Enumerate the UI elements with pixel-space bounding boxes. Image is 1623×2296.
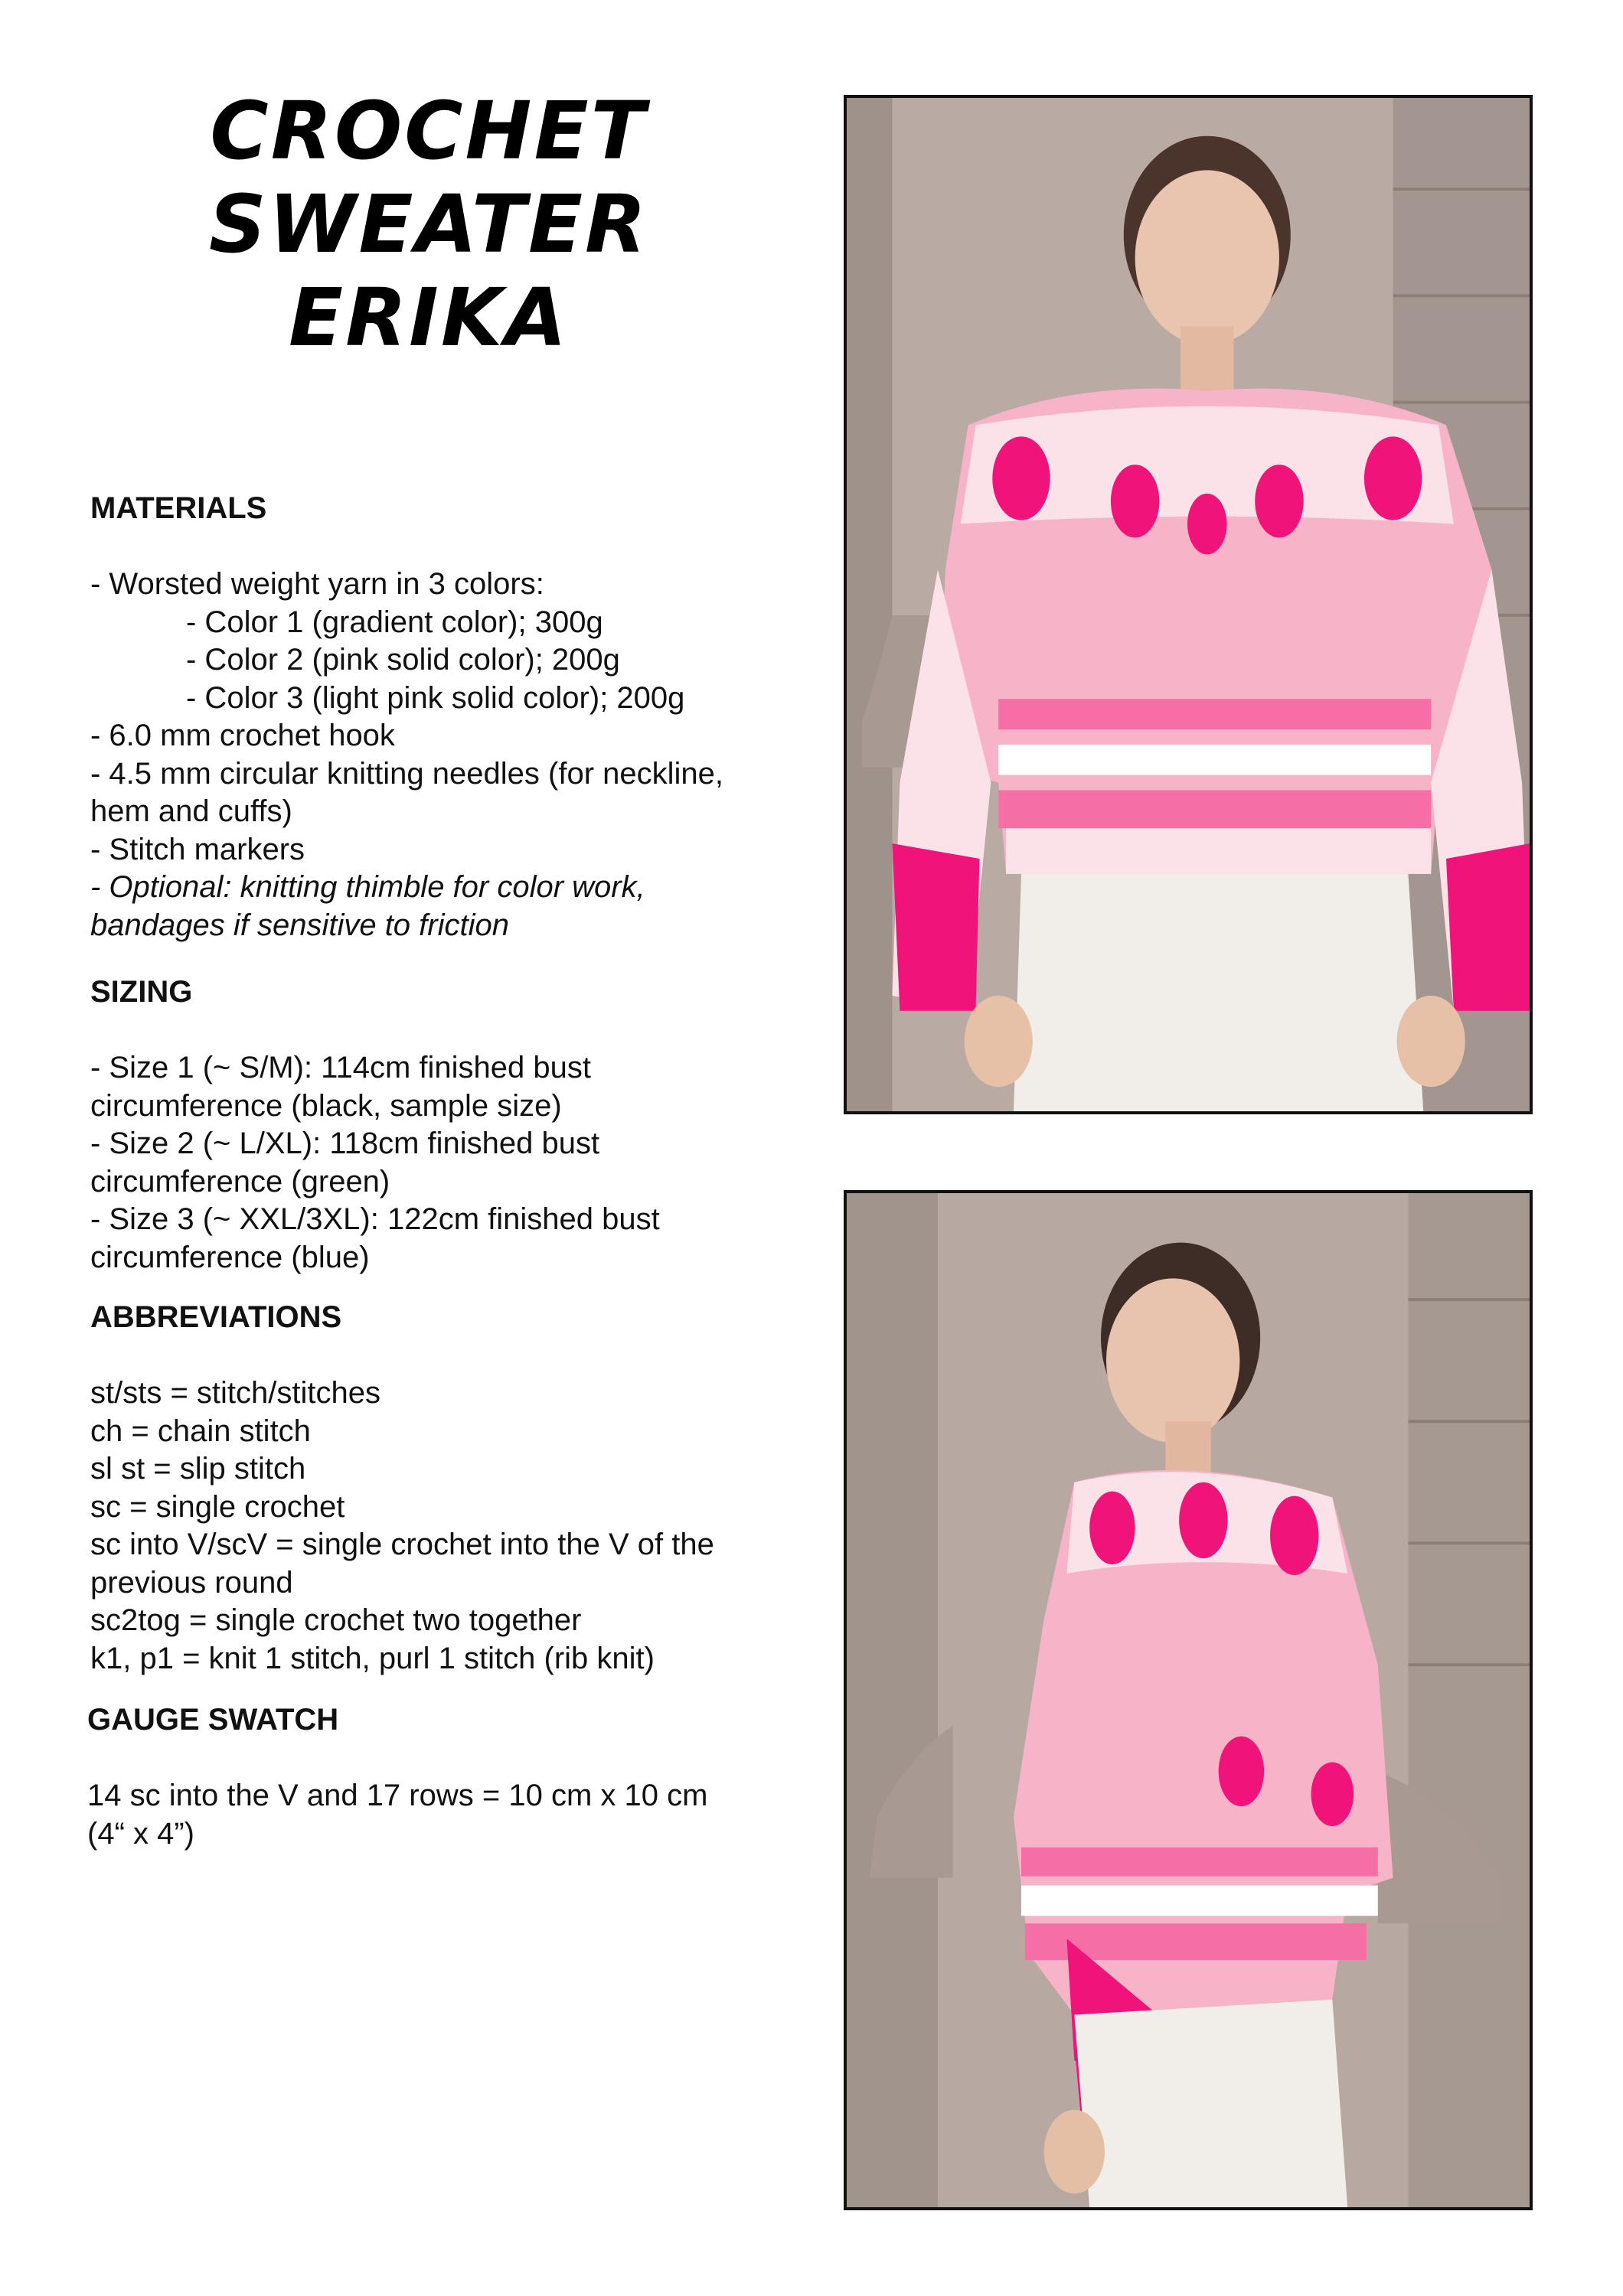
sizing-item: circumference (blue) <box>90 1240 370 1274</box>
gauge-item: 14 sc into the V and 17 rows = 10 cm x 10 cm <box>87 1779 708 1812</box>
abbreviations-section <box>90 1299 779 1678</box>
sizing-section <box>90 974 779 1277</box>
sweater-side-illustration <box>847 1193 1530 2207</box>
materials-item: - Worsted weight yarn in 3 colors: <box>90 567 544 601</box>
materials-item: - Color 3 (light pink solid color); 200g <box>186 680 685 715</box>
sweater-front-illustration <box>847 98 1530 1111</box>
materials-item: - 6.0 mm crochet hook <box>90 719 395 752</box>
materials-heading: MATERIALS <box>90 491 267 525</box>
title-line-2: ERIKA <box>289 271 569 364</box>
abbreviation-item: sc2tog = single crochet two together <box>90 1603 582 1637</box>
document-title <box>46 84 812 364</box>
gauge-section <box>87 1701 776 1853</box>
materials-item: - Optional: knitting thimble for color work, <box>90 870 645 904</box>
sizing-item: - Size 2 (~ L/XL): 118cm finished bust <box>90 1127 600 1160</box>
abbreviation-item: sc into V/scV = single crochet into the V of the <box>90 1528 714 1561</box>
abbreviation-item: sl st = slip stitch <box>90 1452 306 1486</box>
abbreviations-heading: ABBREVIATIONS <box>90 1300 342 1334</box>
abbreviation-item: k1, p1 = knit 1 stitch, purl 1 stitch (rib knit) <box>90 1641 655 1675</box>
sizing-item: circumference (black, sample size) <box>90 1088 562 1123</box>
materials-item: - Color 1 (gradient color); 300g <box>186 605 603 639</box>
sizing-heading: SIZING <box>90 975 193 1009</box>
abbreviation-item: sc = single crochet <box>90 1489 345 1524</box>
gauge-heading: GAUGE SWATCH <box>87 1703 339 1737</box>
materials-item: bandages if sensitive to friction <box>90 908 509 942</box>
abbreviation-item: st/sts = stitch/stitches <box>90 1376 381 1410</box>
sizing-item: - Size 3 (~ XXL/3XL): 122cm finished bust <box>90 1202 660 1236</box>
gauge-item: (4“ x 4”) <box>87 1816 194 1851</box>
abbreviation-item: previous round <box>90 1565 293 1600</box>
materials-item: - 4.5 mm circular knitting needles (for neckline, <box>90 756 723 791</box>
sweater-side-photo <box>844 1190 1533 2210</box>
materials-item: hem and cuffs) <box>90 794 292 828</box>
sweater-front-photo <box>844 95 1533 1114</box>
abbreviation-item: ch = chain stitch <box>90 1414 311 1448</box>
materials-item: - Stitch markers <box>90 832 305 866</box>
sizing-item: - Size 1 (~ S/M): 114cm finished bust <box>90 1051 591 1084</box>
sizing-item: circumference (green) <box>90 1164 390 1199</box>
title-line-1: CROCHET SWEATER <box>208 84 649 271</box>
materials-section <box>90 490 779 944</box>
materials-item: - Color 2 (pink solid color); 200g <box>186 643 620 677</box>
